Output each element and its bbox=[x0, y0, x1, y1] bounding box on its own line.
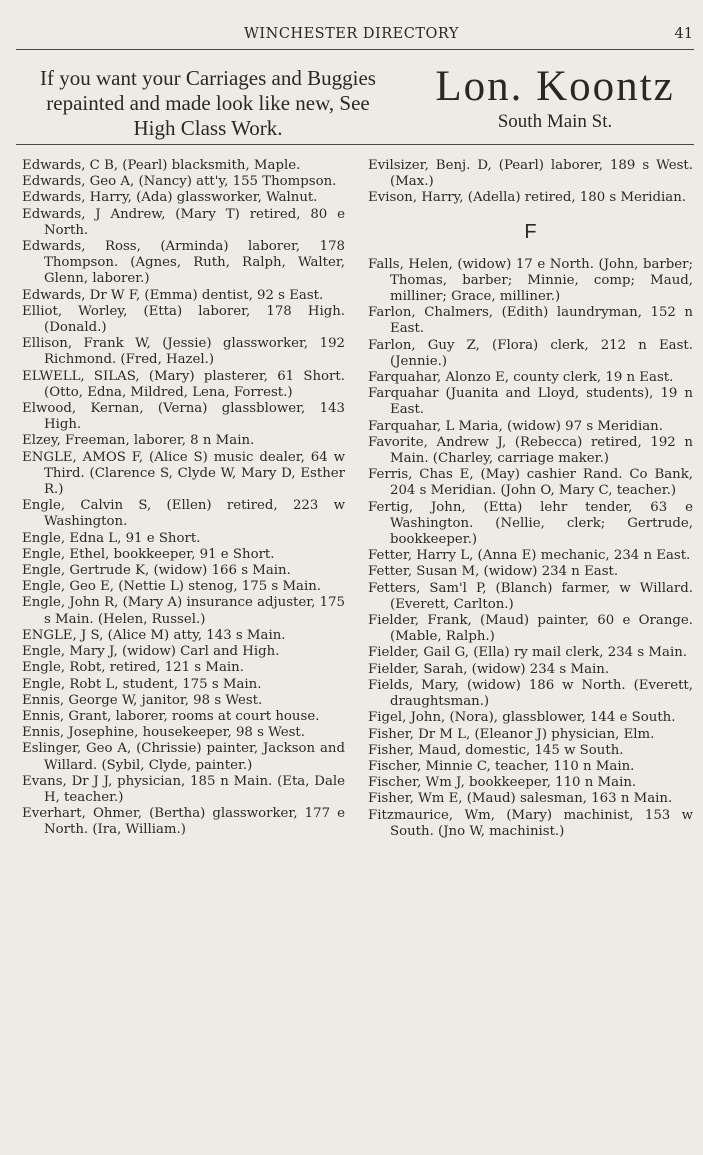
directory-entry: Edwards, Ross, (Arminda) laborer, 178 Thompson. (Agnes, Ruth, Ralph, Walter, Glenn, laborer.) bbox=[22, 239, 345, 287]
directory-entry: Farquahar, L Maria, (widow) 97 s Meridian. bbox=[368, 418, 663, 434]
directory-entry: Ennis, Josephine, housekeeper, 98 s West. bbox=[22, 725, 305, 741]
directory-entry: Fisher, Maud, domestic, 145 w South. bbox=[368, 742, 624, 758]
directory-entry: Engle, Robt, retired, 121 s Main. bbox=[22, 660, 244, 676]
directory-entry: Edwards, C B, (Pearl) blacksmith, Maple. bbox=[22, 158, 301, 173]
directory-entry: Fetters, Sam'l P, (Blanch) farmer, w Willard. (Everett, Carlton.) bbox=[368, 580, 693, 612]
directory-entry: Engle, Ethel, bookkeeper, 91 e Short. bbox=[22, 546, 275, 562]
directory-entry: Engle, Mary J, (widow) Carl and High. bbox=[22, 644, 280, 660]
directory-entry: Engle, Calvin S, (Ellen) retired, 223 w Washington. bbox=[22, 498, 345, 530]
ad-line: If you want your Carriages and Buggies bbox=[40, 66, 376, 90]
directory-entry: Fertig, John, (Etta) lehr tender, 63 e Washington. (Nellie, clerk; Gertrude, bookkeeper.) bbox=[368, 499, 693, 548]
directory-entry: Ellison, Frank W, (Jessie) glassworker, 192 Richmond. (Fred, Hazel.) bbox=[22, 336, 345, 368]
directory-entry: Fischer, Wm J, bookkeeper, 110 n Main. bbox=[368, 775, 637, 791]
directory-entry: Engle, Geo E, (Nettie L) stenog, 175 s Main. bbox=[22, 579, 322, 595]
directory-entry: Fisher, Dr M L, (Eleanor J) physician, Elm. bbox=[368, 726, 655, 742]
page-header bbox=[0, 26, 703, 48]
business-address: South Main St. bbox=[497, 111, 613, 132]
directory-title: WINCHESTER DIRECTORY bbox=[244, 26, 459, 42]
directory-entry: Engle, John R, (Mary A) insurance adjuster, 175 s Main. (Helen, Russel.) bbox=[22, 595, 345, 627]
directory-entry: Engle, Robt L, student, 175 s Main. bbox=[22, 676, 262, 692]
left-column bbox=[22, 158, 345, 839]
directory-entry: Fischer, Minnie C, teacher, 110 n Main. bbox=[368, 758, 635, 774]
directory-entry: Elzey, Freeman, laborer, 8 n Main. bbox=[22, 433, 255, 449]
directory-entry: Fetter, Susan M, (widow) 234 n East. bbox=[368, 564, 619, 580]
directory-entry: Figel, John, (Nora), glassblower, 144 e South. bbox=[368, 710, 676, 726]
directory-entry: Everhart, Ohmer, (Bertha) glassworker, 177 e North. (Ira, William.) bbox=[22, 806, 345, 838]
section-letter: F bbox=[524, 220, 537, 243]
directory-entry: Fielder, Gail G, (Ella) ry mail clerk, 234 s Main. bbox=[368, 645, 687, 661]
directory-entry: Edwards, Harry, (Ada) glassworker, Walnut. bbox=[22, 190, 318, 206]
directory-entry: Fisher, Wm E, (Maud) salesman, 163 n Main. bbox=[368, 791, 673, 807]
directory-entry: Farquahar (Juanita and Lloyd, students), 19 n East. bbox=[368, 386, 693, 418]
directory-entry: Evison, Harry, (Adella) retired, 180 s Meridian. bbox=[368, 190, 687, 206]
directory-entry: Ennis, George W, janitor, 98 s West. bbox=[22, 692, 263, 708]
directory-entry: Farlon, Chalmers, (Edith) laundryman, 152 n East. bbox=[368, 305, 693, 337]
advertisement-text bbox=[18, 66, 398, 141]
directory-entry: Fields, Mary, (widow) 186 w North. (Everett, draughtsman.) bbox=[368, 677, 693, 710]
directory-entry: Fielder, Sarah, (widow) 234 s Main. bbox=[368, 661, 610, 677]
business-name: Lon. Koontz bbox=[435, 63, 675, 110]
directory-entry: ELWELL, SILAS, (Mary) plasterer, 61 Short. (Otto, Edna, Mildred, Lena, Forrest.) bbox=[22, 368, 345, 400]
directory-entry: Evilsizer, Benj. D, (Pearl) laborer, 189 s West. (Max.) bbox=[368, 158, 693, 190]
directory-entry: Farquahar, Alonzo E, county clerk, 19 n East. bbox=[368, 370, 674, 386]
directory-entry: ENGLE, J S, (Alice M) atty, 143 s Main. bbox=[22, 627, 286, 643]
directory-entry: Farlon, Guy Z, (Flora) clerk, 212 n East. (Jennie.) bbox=[368, 337, 693, 369]
header-rule bbox=[16, 49, 694, 50]
directory-entry: Falls, Helen, (widow) 17 e North. (John, barber; Thomas, barber; Minnie, comp; Maud, milliner; Grace, milliner.) bbox=[368, 256, 693, 305]
directory-entry: Elwood, Kernan, (Verna) glassblower, 143 High. bbox=[22, 401, 345, 433]
advertisement-rule bbox=[16, 144, 694, 145]
directory-entry: Favorite, Andrew J, (Rebecca) retired, 192 n Main. (Charley, carriage maker.) bbox=[368, 434, 693, 467]
directory-entry: Fielder, Frank, (Maud) painter, 60 e Orange. (Mable, Ralph.) bbox=[368, 613, 693, 645]
directory-entry: Edwards, J Andrew, (Mary T) retired, 80 e North. bbox=[22, 206, 345, 238]
advertisement-business bbox=[412, 64, 698, 134]
directory-entry: Evans, Dr J J, physician, 185 n Main. (Eta, Dale H, teacher.) bbox=[22, 773, 345, 805]
directory-entry: ENGLE, AMOS F, (Alice S) music dealer, 64 w Third. (Clarence S, Clyde W, Mary D, Esther R.) bbox=[22, 449, 345, 498]
directory-entry: Fetter, Harry L, (Anna E) mechanic, 234 n East. bbox=[368, 548, 691, 564]
ad-line: repainted and made look like new, See bbox=[46, 91, 370, 115]
directory-entry: Edwards, Geo A, (Nancy) att'y, 155 Thompson. bbox=[22, 174, 337, 190]
right-column bbox=[368, 158, 693, 840]
ad-line: High Class Work. bbox=[133, 116, 283, 140]
directory-entry: Ennis, Grant, laborer, rooms at court house. bbox=[22, 708, 320, 724]
directory-entry: Engle, Gertrude K, (widow) 166 s Main. bbox=[22, 563, 291, 579]
page-number: 41 bbox=[674, 26, 693, 42]
directory-entry: Engle, Edna L, 91 e Short. bbox=[22, 530, 201, 546]
directory-entry: Edwards, Dr W F, (Emma) dentist, 92 s East. bbox=[22, 287, 324, 303]
directory-entry: Ferris, Chas E, (May) cashier Rand. Co Bank, 204 s Meridian. (John O, Mary C, teacher.) bbox=[368, 467, 693, 499]
directory-entry: Fitzmaurice, Wm, (Mary) machinist, 153 w South. (Jno W, machinist.) bbox=[368, 807, 693, 839]
directory-entry: Eslinger, Geo A, (Chrissie) painter, Jackson and Willard. (Sybil, Clyde, painter.) bbox=[22, 741, 345, 773]
directory-entry: Elliot, Worley, (Etta) laborer, 178 High. (Donald.) bbox=[22, 303, 345, 336]
